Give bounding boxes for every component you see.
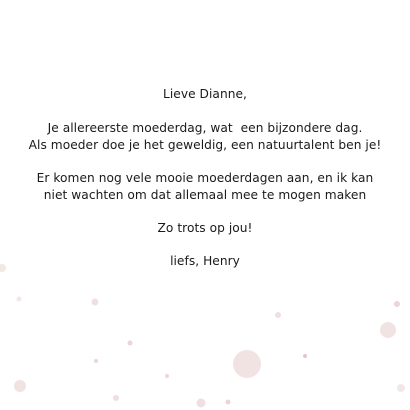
confetti-dot (94, 359, 98, 363)
message-line: Als moeder doe je het geweldig, een natuurtalent ben je! (28, 138, 382, 152)
proud-text: Zo trots op jou! (157, 221, 253, 235)
confetti-dot (165, 374, 169, 378)
signature-text: liefs, Henry (170, 254, 240, 268)
confetti-dot (113, 395, 119, 401)
greeting-text: Lieve Dianne, (163, 87, 247, 101)
confetti-dot (92, 299, 99, 306)
message-line: Er komen nog vele mooie moederdagen aan, en ik kan (36, 171, 374, 185)
confetti-dot (128, 341, 133, 346)
confetti-dot (394, 301, 400, 307)
paragraph-first-mothers-day (0, 120, 410, 154)
paragraph-future (0, 170, 410, 204)
confetti-dot (14, 380, 26, 392)
confetti-dot (397, 384, 405, 392)
message-line: niet wachten om dat allemaal mee te mogen maken (43, 188, 367, 202)
confetti-dot (303, 354, 307, 358)
confetti-dot (380, 322, 396, 338)
confetti-dot (17, 297, 22, 302)
confetti-dot (226, 400, 231, 405)
message-line: Je allereerste moederdag, wat een bijzondere dag. (47, 121, 363, 135)
card-message (0, 86, 410, 270)
confetti-dot (275, 312, 281, 318)
confetti-dot (233, 350, 261, 378)
confetti-dot (197, 399, 206, 408)
